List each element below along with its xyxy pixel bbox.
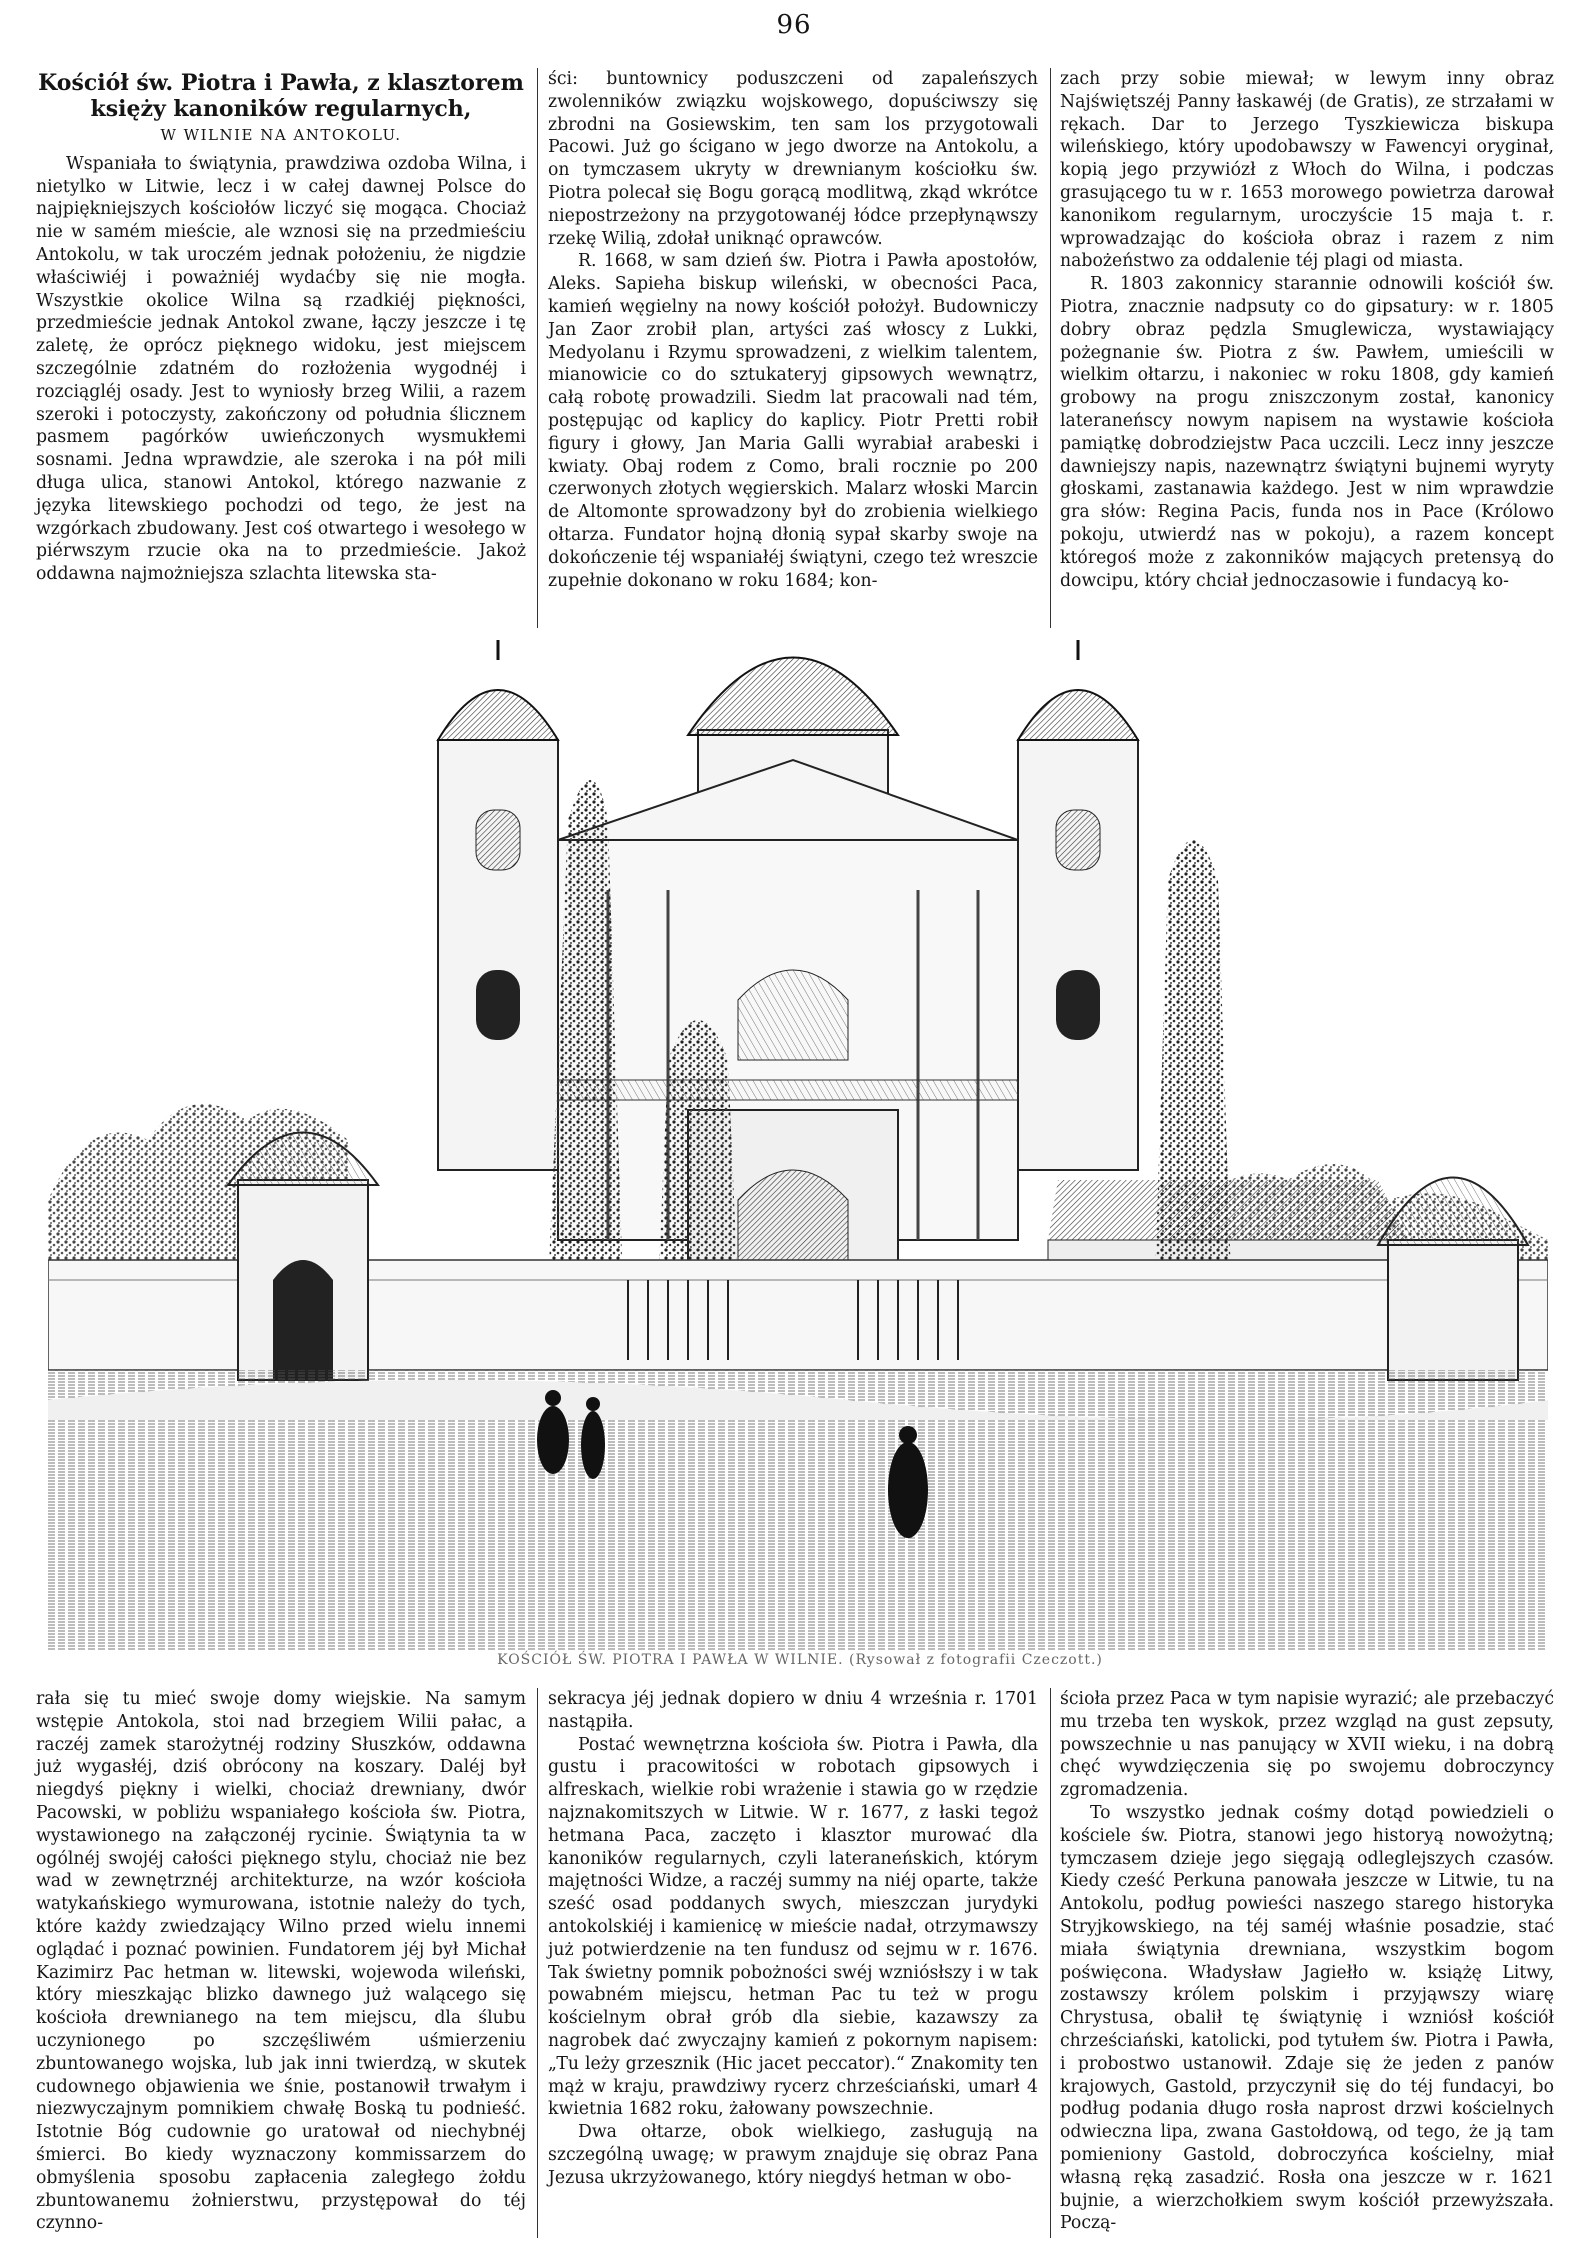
paragraph: Dwa ołtarze, obok wielkiego, zasługują na szczególną uwagę; w prawym znajduje się obraz Pana Jezusa ukrzyżowanego, który niegdyś hetman w obo- (548, 2122, 1038, 2188)
top-column-2 (548, 68, 1038, 592)
top-column-3 (1060, 68, 1554, 592)
paragraph: R. 1803 zakonnicy starannie odnowili kościół św. Piotra, znacznie nadpsuty co do gipsatury: w r. 1805 dobry obraz pędzla Smuglewicza, wystawiający pożegnanie św. Piotra z św. Pawłem, umieścili w wielkim ołtarzu, i nakoniec w roku 1808, gdy kamień grobowy na progu zniszczonym został, kanonicy lateraneńscy nowym napisem na wystawie kościoła pamiątkę dobrodziejstw Paca uczcili. Lecz inny jeszcze dawniejszy napis, nazewnątrz świątyni bujnemi wyryty głoskami, zastanawia każdego. Jest w nim wprawdzie gra słów: Regina Pacis, funda nos in Pace (Królowo pokoju, utwierdź nas w pokoju), a razem koncept któregoś może z zakonników mających pretensyą do dowcipu, który chciał jednoczasowie i fundacyą ko- (1060, 274, 1554, 591)
column-divider (537, 68, 538, 628)
column-divider (537, 1688, 538, 2238)
paragraph: rała się tu mieć swoje domy wiejskie. Na samym wstępie Antokola, stoi nad brzegiem Wilii pałac, a raczéj zamek starożytnéj rodziny Słuszków, oddawna już wygasłéj, dziś obrócony na koszary. Daléj był niegdyś piękny i wielki, chociaż drewniany, dwór Pacowski, w pobliżu wspaniałego kościoła św. Piotra, wystawionego na załączonéj rycinie. Świątynia ta w ogólnéj swojéj całości pięknego stylu, chociaż nie bez wad w zewnętrznéj architekturze, na wzór kościoła watykańskiego wymurowana, istotnie należy do tych, które każdy zwiedzający Wilno przed wielu innemi oglądać i poznać powinien. Fundatorem jéj był Michał Kazimirz Pac hetman w. litewski, wojewoda wileński, który mieszkając blizko dawnego już walącego się kościoła drewnianego na tem miejscu, dla ślubu uczynionego po szczęśliwém uśmierzeniu zbuntowanego wojska, lub jak inni twierdzą, w skutek cudownego objawienia we śnie, postanowił trwałym i niezwyczajnym pomnikiem chwałę Boską tu podnieść. Istotnie Bóg cudownie go uratował od niechybnéj śmierci. Bo kiedy wyznaczony kommissarzem do obmyślenia sposobu zapłacenia zaległego żołdu zbuntowanemu żołnierstwu, przystępował do téj czynno- (36, 1689, 526, 2234)
article-title-line2: księży kanoników regularnych, (90, 96, 472, 122)
paragraph: sekracya jéj jednak dopiero w dniu 4 września r. 1701 nastąpiła. (548, 1689, 1038, 1732)
column-divider (1050, 1688, 1051, 2238)
paragraph: ści: buntownicy poduszczeni od zapaleńszych zwolenników związku wojskowego, dopuściwszy się zbrodni na Gosiewskim, ten sam los przygotowali Pacowi. Już go ścigano w jego dworze na Antokolu, a on tymczasem ukryty w drewnianym kościołku św. Piotra polecał się Bogu gorącą modlitwą, zkąd wkrótce niepostrzeżony na przygotowanéj łódce przepłynąwszy rzekę Wilią, zdołał uniknąć oprawców. (548, 69, 1038, 249)
bottom-column-1 (36, 1688, 526, 2235)
top-column-1 (36, 70, 526, 586)
column-divider (1050, 68, 1051, 628)
paragraph: To wszystko jednak cośmy dotąd powiedzieli o kościele św. Piotra, stanowi jego historyą nowożytną; tymczasem dzieje jego sięgają odleglejszych czasów. Kiedy cześć Perkuna panowała jeszcze w Litwie, tu na Antokolu, podług powieści naszego starego historyka Stryjkowskiego, na téj saméj właśnie posadzie, stać miała świątynia drewniana, wszystkim bogom poświęcona. Władysław Jagiełło w. książę Litwy, zostawszy królem polskim i przyjąwszy wiarę Chrystusa, obalił tę świątynię i wzniósł kościół chrześciański, katolicki, pod tytułem św. Piotra i Pawła, i probostwo ustanowił. Zdaje się że jeden z panów krajowych, Gastold, przyczynił się do téj fundacyi, bo podług podania długo rosła naprost drzwi kościelnych odwieczna lipa, zwana Gastołdową, od tego, że ją tam pomieniony Gastold, dobroczyńca kościelny, miał własną ręką zasadzić. Rosła ona jeszcze w r. 1621 bujnie, a wierzchołkiem swym kościół przewyższała. Począ- (1060, 1802, 1554, 2234)
paragraph: ścioła przez Paca w tym napisie wyrazić; ale przebaczyć mu trzeba ten wyskok, przez wzgląd na gust zepsuty, powszechnie u nas panujący w XVII wieku, i na dobrą chęć wywdzięczenia się po swojemu dobroczyncy zgromadzenia. (1060, 1689, 1554, 1801)
paragraph: Postać wewnętrzna kościoła św. Piotra i Pawła, dla gustu i pracowitości w robotach gipsowych i alfreskach, wielkie robi wrażenie i stawia go w rzędzie najznakomitszych w Litwie. W r. 1677, z łaski tegoż hetmana Paca, zaczęto i klasztor murować dla kanoników regularnych, czyli lateraneńskich, którym majętności Widze, a raczéj summy na niéj oparte, także sześć osad poddanych swych, mieszczan jurydyki antokolskiéj i kamienicę w mieście nadał, otrzymawszy już potwierdzenie na ten fundusz od sejmu w r. 1676. Tak świetny pomnik pobożności swéj wzniósłszy i w tak powabném miejscu, hetman Pac tu też w progu kościelnym obrał grób dla siebie, kazawszy za nagrobek dać zwyczajny kamień z pokornym napisem: „Tu leży grzesznik (Hic jacet peccator).“ Znakomity ten mąż w kraju, prawdziwy rycerz chrześciański, umarł 4 kwietnia 1682 roku, żałowany powszechnie. (548, 1734, 1038, 2120)
illustration-caption: KOŚCIÓŁ ŚW. PIOTRA I PAWŁA W WILNIE. (Rysował z fotografii Czeczott.) (497, 1652, 1103, 1668)
bottom-column-3 (1060, 1688, 1554, 2235)
article-title-block (36, 70, 526, 147)
bottom-column-2 (548, 1688, 1038, 2190)
church-engraving-illustration (48, 640, 1548, 1650)
paragraph: Wspaniała to świątynia, prawdziwa ozdoba Wilna, i nietylko w Litwie, lecz i w całej dawnej Polsce do najpiękniejszych kościołów liczyć się mogąca. Chociaż nie w samém mieście, ale wznosi się na przedmieściu Antokolu, w tak uroczém jednak położeniu, że nigdzie właściwiéj i poważniéj wydaćby się nie mogła. Wszystkie okolice Wilna są rzadkiéj piękności, przedmieście jednak Antokol zwane, łączy jeszcze i tę zaletę, że oprócz pięknego widoku, jest miejscem szczególnie zdatném do rozłożenia wygodnéj i rozciągléj osady. Jest to wyniosły brzeg Wilii, a razem szeroki i potoczysty, zakończony od południa ślicznem pasmem pagórków uwieńczonych wysmukłemi sosnami. Jedna wprawdzie, ale szeroka i na pół mili długa ulica, stanowi Antokol, którego nazwanie z języka litewskiego pochodzi od tego, że jest na wzgórkach zbudowany. Jest coś otwartego i wesołego w piérwszym rzucie oka na to przedmieście. Jakoż oddawna najmożniejsza szlachta litewska sta- (36, 153, 526, 585)
paragraph: R. 1668, w sam dzień św. Piotra i Pawła apostołów, Aleks. Sapieha biskup wileński, w obecności Paca, kamień węgielny na nowy kościół położył. Budowniczy Jan Zaor zrobił plan, artyści zaś włoscy z Lukki, Medyolanu i Rzymu sprowadzeni, z wielkim talentem, mianowicie co do sztukateryj gipsowych wewnątrz, całą robotę prowadzili. Siedm lat pracowali nad tém, postępując od kaplicy do kaplicy. Piotr Pretti robił figury i głowy, Jan Maria Galli wyrabiał arabeski i kwiaty. Obaj rodem z Como, brali rocznie po 200 czerwonych złotych węgierskich. Malarz włoski Marcin de Altomonte sprowadzony był do zrobienia wielkiego ołtarza. Fundator hojną dłonią sypał skarby swoje na dokończenie téj wspaniałéj świątyni, czego też wreszcie zupełnie dokonano w roku 1684; kon- (548, 251, 1038, 591)
paragraph: zach przy sobie miewał; w lewym inny obraz Najświętszéj Panny łaskawéj (de Gratis), ze strzałami w rękach. Dar to Jerzego Tyszkiewicza biskupa wileńskiego, który upodobawszy w Fawencyi oryginał, kopią jego przywiózł z Włoch do Wilna, i podczas grasującego tu w r. 1653 morowego powietrza darował kanonikom regularnym, uroczyście 15 maja t. r. wprowadzając do kościoła obraz i razem z nim nabożeństwo za oddalenie téj plagi od miasta. (1060, 69, 1554, 272)
article-title-line1: Kościół św. Piotra i Pawła, z klasztorem (38, 70, 524, 96)
page-number: 96 (776, 10, 812, 40)
article-subtitle: W WILNIE NA ANTOKOLU. (160, 126, 402, 144)
